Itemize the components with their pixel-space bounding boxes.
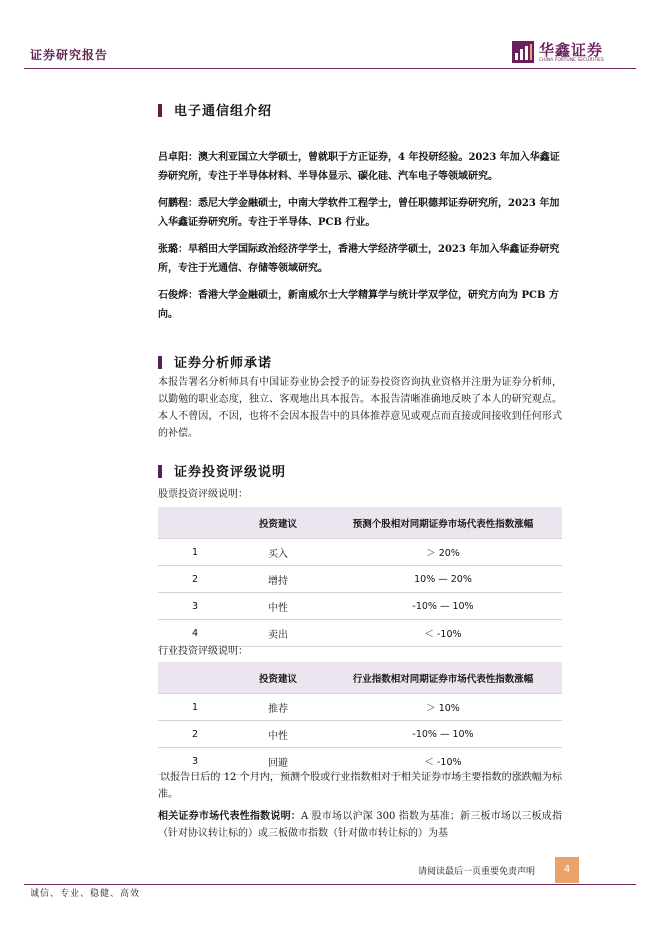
table-cell: 4: [158, 620, 232, 647]
footer-divider: [24, 884, 636, 885]
table-header-cell: [158, 507, 232, 539]
table-cell: 增持: [232, 566, 324, 593]
index-note-label: 相关证券市场代表性指数说明：: [158, 811, 301, 822]
company-slogan: 诚信、专业、稳健、高效: [30, 889, 141, 899]
table-cell: 回避: [232, 748, 324, 775]
table-cell: 1: [158, 539, 232, 566]
logo-name: 华鑫证券: [539, 41, 604, 59]
report-type-label: 证券研究报告: [30, 48, 109, 62]
index-note-text: A 股市场以沪深 300 指数为基准；新三板市场以三板成指（针对协议转让标的）或三板做市指数（针对做市转让标的）为基: [158, 811, 562, 839]
table-header-row: [158, 662, 562, 694]
index-note: [158, 808, 562, 842]
table-cell: 3: [158, 593, 232, 620]
table-cell: 中性: [232, 593, 324, 620]
table-row: [158, 721, 562, 748]
industry-rating-label: 行业投资评级说明：: [158, 646, 248, 657]
member-bio: 张璐：早稻田大学国际政治经济学学士，香港大学经济学硕士，2023 年加入华鑫证券研究所，专注于光通信、存储等领域研究。: [158, 244, 560, 274]
commitment-body: [158, 374, 562, 442]
period-note-block: [158, 769, 562, 803]
period-note: 以报告日后的 12 个月内，预测个股或行业指数相对于相关证券市场主要指数的涨跌幅为标准。: [158, 772, 562, 800]
table-row: [158, 694, 562, 721]
stock-rating-table: [158, 507, 562, 647]
team-members: [158, 148, 562, 324]
member-bio: 何鹏程：悉尼大学金融硕士，中南大学软件工程学士，曾任职德邦证券研究所，2023 年加入华鑫证券研究所。专注于半导体、PCB 行业。: [158, 198, 560, 228]
table-cell: 卖出: [232, 620, 324, 647]
table-cell: -10% — 10%: [324, 593, 562, 620]
stock-rating-label: 股票投资评级说明：: [158, 489, 248, 500]
member-bio: 吕卓阳：澳大利亚国立大学硕士，曾就职于方正证券，4 年投研经验。2023 年加入华鑫证券研究所，专注于半导体材料、半导体显示、碳化硅、汽车电子等领域研究。: [158, 152, 560, 182]
rating-section-title: 证券投资评级说明: [158, 461, 286, 480]
member-bio: 石俊烨：香港大学金融硕士，新南威尔士大学精算学与统计学双学位，研究方向为 PCB 方向。: [158, 290, 559, 320]
table-row: [158, 566, 562, 593]
table-cell: 2: [158, 566, 232, 593]
table-header-cell: 行业指数相对同期证券市场代表性指数涨幅: [324, 662, 562, 694]
table-cell: ＜ -10%: [324, 748, 562, 775]
table-header-cell: 投资建议: [232, 507, 324, 539]
table-cell: ＞ 10%: [324, 694, 562, 721]
table-row: [158, 539, 562, 566]
table-cell: 买入: [232, 539, 324, 566]
table-cell: 推荐: [232, 694, 324, 721]
team-section-title: 电子通信组介绍: [158, 100, 272, 119]
company-logo: [512, 40, 622, 68]
table-cell: ＞ 20%: [324, 539, 562, 566]
table-cell: 2: [158, 721, 232, 748]
commitment-section-title: 证券分析师承诺: [158, 352, 272, 371]
logo-english-name: CHINA FORTUNE SECURITIES: [539, 58, 604, 63]
section-marker-icon: [158, 465, 162, 478]
table-row: [158, 593, 562, 620]
disclaimer-note: 请阅读最后一页重要免责声明: [418, 867, 536, 877]
table-cell: 1: [158, 694, 232, 721]
table-cell: 10% — 20%: [324, 566, 562, 593]
table-cell: -10% — 10%: [324, 721, 562, 748]
header-divider: [24, 68, 636, 69]
table-header-cell: 投资建议: [232, 662, 324, 694]
table-header-cell: 预测个股相对同期证券市场代表性指数涨幅: [324, 507, 562, 539]
table-cell: 3: [158, 748, 232, 775]
commitment-text: 本报告署名分析师具有中国证券业协会授予的证券投资咨询执业资格并注册为证券分析师，以勤勉的职业态度，独立、客观地出具本报告。本报告清晰准确地反映了本人的研究观点。本人不曾因，不因，也将不会因本报告中的具体推荐意见或观点而直接或间接收到任何形式的补偿。: [158, 377, 562, 439]
page-number: 4: [555, 857, 579, 883]
table-cell: 中性: [232, 721, 324, 748]
section-marker-icon: [158, 104, 162, 117]
section-marker-icon: [158, 356, 162, 369]
logo-mark-icon: [512, 41, 534, 63]
table-header-row: [158, 507, 562, 539]
table-cell: ＜ -10%: [324, 620, 562, 647]
industry-rating-table: [158, 662, 562, 775]
index-note-block: [158, 808, 562, 842]
table-header-cell: [158, 662, 232, 694]
